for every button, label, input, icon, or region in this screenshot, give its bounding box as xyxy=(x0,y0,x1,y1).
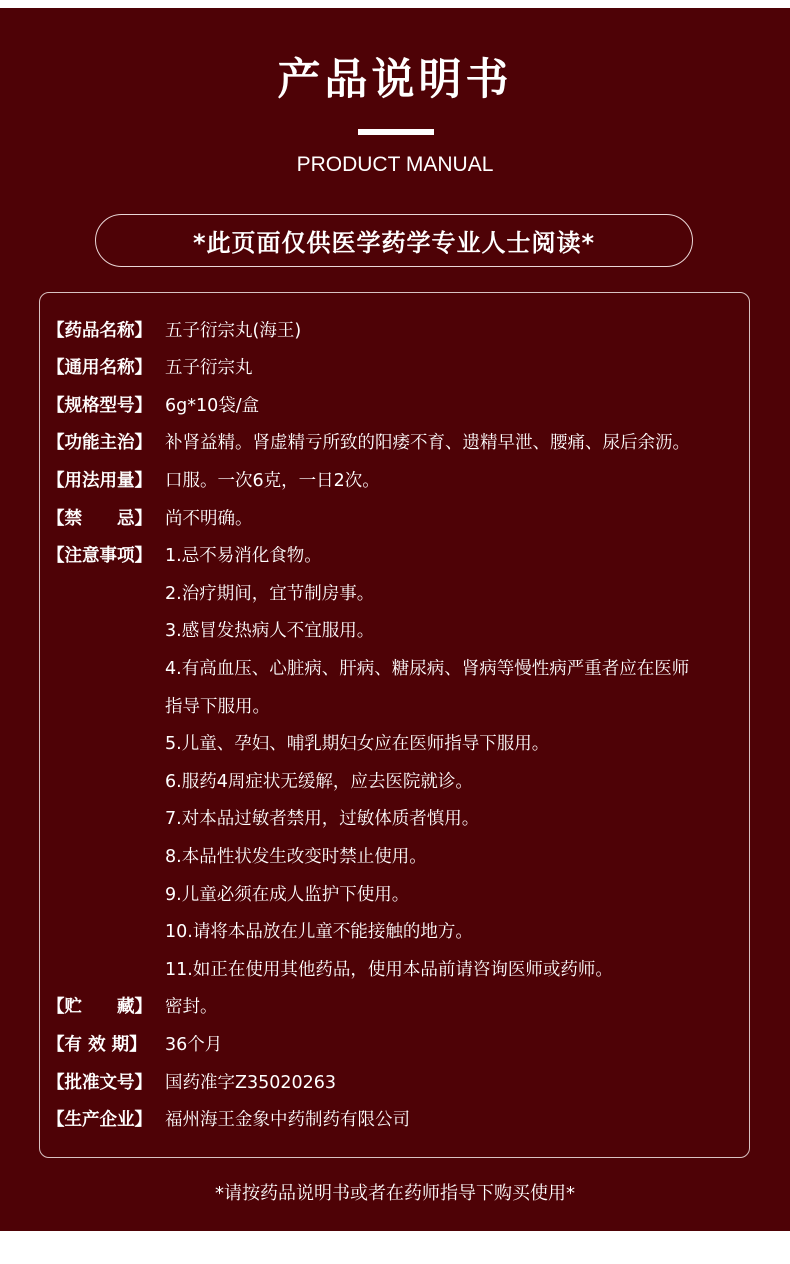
field-value: 补肾益精。肾虚精亏所致的阳痿不育、遗精早泄、腰痛、尿后余沥。 xyxy=(165,433,690,453)
field-label: 【禁 忌】 xyxy=(47,509,152,529)
field-value: 五子衍宗丸 xyxy=(165,358,253,378)
field-value: 口服。一次6克，一日2次。 xyxy=(165,471,380,491)
page-subtitle: PRODUCT MANUAL xyxy=(296,153,494,176)
field-contraindications xyxy=(47,500,253,538)
field-value: 福州海王金象中药制药有限公司 xyxy=(165,1110,410,1130)
field-label: 【注意事项】 xyxy=(47,546,152,566)
field-label: 【有 效 期】 xyxy=(47,1035,147,1055)
precaution-item: 9.儿童必须在成人监护下使用。 xyxy=(165,885,410,905)
field-label: 【通用名称】 xyxy=(47,358,152,378)
field-precautions xyxy=(47,537,322,575)
field-value: 国药准字Z35020263 xyxy=(165,1073,337,1093)
professional-notice xyxy=(95,214,693,267)
page-title: 产品说明书 xyxy=(277,55,513,105)
precaution-item: 8.本品性状发生改变时禁止使用。 xyxy=(165,847,427,867)
field-value: 尚不明确。 xyxy=(165,509,253,529)
field-value: 五子衍宗丸(海王) xyxy=(165,321,302,341)
title-divider xyxy=(358,129,434,135)
field-label: 【规格型号】 xyxy=(47,396,152,416)
precaution-item: 6.服药4周症状无缓解，应去医院就诊。 xyxy=(165,772,473,792)
field-label: 【用法用量】 xyxy=(47,471,152,491)
field-generic-name xyxy=(47,349,253,387)
field-manufacturer xyxy=(47,1101,410,1139)
field-drug-name xyxy=(47,312,301,350)
precaution-item: 5.儿童、孕妇、哺乳期妇女应在医师指导下服用。 xyxy=(165,734,550,754)
field-validity xyxy=(47,1026,222,1064)
field-value: 密封。 xyxy=(165,997,218,1017)
field-label: 【贮 藏】 xyxy=(47,997,152,1017)
precaution-item: 2.治疗期间，宜节制房事。 xyxy=(165,584,375,604)
precaution-item: 4.有高血压、心脏病、肝病、糖尿病、肾病等慢性病严重者应在医师 xyxy=(165,659,690,679)
field-value: 6g*10袋/盒 xyxy=(165,396,260,416)
field-label: 【生产企业】 xyxy=(47,1110,152,1130)
precaution-item: 10.请将本品放在儿童不能接触的地方。 xyxy=(165,922,473,942)
precaution-item: 1.忌不易消化食物。 xyxy=(165,546,322,566)
field-usage xyxy=(47,462,380,500)
precaution-item: 11.如正在使用其他药品，使用本品前请咨询医师或药师。 xyxy=(165,960,613,980)
field-storage xyxy=(47,988,218,1026)
field-label: 【药品名称】 xyxy=(47,321,152,341)
field-approval xyxy=(47,1064,336,1102)
field-label: 【功能主治】 xyxy=(47,433,152,453)
precaution-item: 指导下服用。 xyxy=(165,697,270,717)
purchase-notice: *请按药品说明书或者在药师指导下购买使用* xyxy=(215,1183,575,1204)
field-value: 36个月 xyxy=(165,1035,223,1055)
field-function xyxy=(47,424,690,462)
field-label: 【批准文号】 xyxy=(47,1073,152,1093)
field-spec xyxy=(47,387,259,425)
precaution-item: 3.感冒发热病人不宜服用。 xyxy=(165,621,375,641)
precaution-item: 7.对本品过敏者禁用，过敏体质者慎用。 xyxy=(165,809,480,829)
professional-notice-text: *此页面仅供医学药学专业人士阅读* xyxy=(192,229,596,257)
